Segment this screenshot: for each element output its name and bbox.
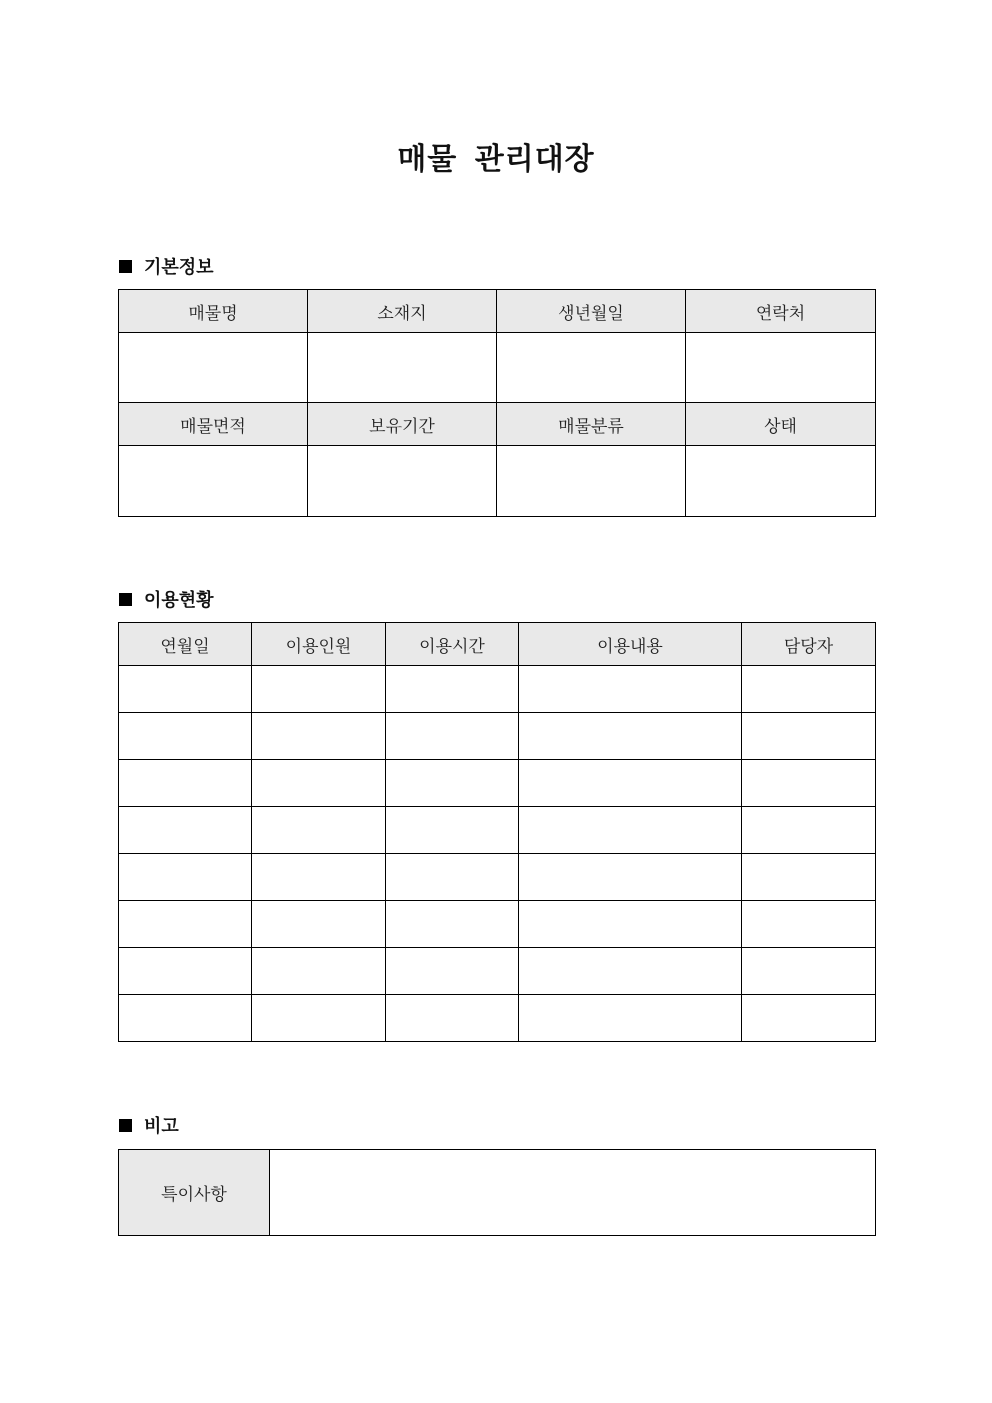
usage-table-body [119,666,876,1042]
table-cell[interactable] [119,760,252,807]
table-cell[interactable] [742,854,876,901]
usage-table [118,622,876,1042]
basic-info-table [118,289,876,517]
table-cell[interactable] [252,807,386,854]
input-cell-holding-period[interactable] [308,446,497,517]
remarks-row [119,1150,876,1236]
table-cell[interactable] [386,995,519,1042]
section-heading-basic-label: 기본정보 [144,257,214,278]
table-cell[interactable] [519,995,742,1042]
table-cell[interactable] [252,948,386,995]
table-cell[interactable] [252,995,386,1042]
table-cell[interactable] [252,760,386,807]
table-row [119,948,876,995]
basic-header-row-1 [119,290,876,333]
table-row [119,713,876,760]
table-cell[interactable] [519,666,742,713]
table-cell[interactable] [519,713,742,760]
table-cell[interactable] [386,713,519,760]
table-row [119,760,876,807]
table-cell[interactable] [742,713,876,760]
table-cell[interactable] [252,713,386,760]
table-cell[interactable] [519,807,742,854]
table-cell[interactable] [119,948,252,995]
input-cell-area[interactable] [119,446,308,517]
header-cell-contact: 연락처 [686,290,876,333]
table-row [119,901,876,948]
table-cell[interactable] [119,713,252,760]
usage-header-row [119,623,876,666]
header-cell-category: 매물분류 [497,403,686,446]
header-cell-special-notes: 특이사항 [119,1150,270,1236]
header-cell-usage-time: 이용시간 [386,623,519,666]
table-row [119,854,876,901]
header-cell-status: 상태 [686,403,876,446]
square-bullet-icon [119,1119,132,1132]
table-row [119,995,876,1042]
input-cell-contact[interactable] [686,333,876,403]
square-bullet-icon [119,260,132,273]
table-cell[interactable] [386,807,519,854]
section-heading-remarks [119,1112,179,1138]
table-cell[interactable] [386,948,519,995]
header-cell-area: 매물면적 [119,403,308,446]
section-heading-usage [119,586,214,612]
input-cell-property-name[interactable] [119,333,308,403]
page-title: 매물 관리대장 [397,142,595,177]
header-cell-location: 소재지 [308,290,497,333]
basic-input-row-1 [119,333,876,403]
table-cell[interactable] [119,807,252,854]
header-cell-manager: 담당자 [742,623,876,666]
remarks-table [118,1149,876,1236]
table-cell[interactable] [742,760,876,807]
section-heading-usage-label: 이용현황 [144,590,214,611]
table-cell[interactable] [742,995,876,1042]
header-cell-birthdate: 생년월일 [497,290,686,333]
input-cell-special-notes[interactable] [270,1150,876,1236]
basic-header-row-2 [119,403,876,446]
header-cell-property-name: 매물명 [119,290,308,333]
table-cell[interactable] [519,901,742,948]
header-cell-usage-details: 이용내용 [519,623,742,666]
table-cell[interactable] [742,807,876,854]
table-cell[interactable] [742,666,876,713]
table-cell[interactable] [119,901,252,948]
section-heading-remarks-label: 비고 [144,1116,179,1137]
header-cell-date: 연월일 [119,623,252,666]
table-cell[interactable] [386,760,519,807]
section-heading-basic [119,253,214,279]
input-cell-status[interactable] [686,446,876,517]
table-cell[interactable] [386,901,519,948]
table-row [119,807,876,854]
table-cell[interactable] [519,760,742,807]
square-bullet-icon [119,593,132,606]
input-cell-category[interactable] [497,446,686,517]
header-cell-holding-period: 보유기간 [308,403,497,446]
table-cell[interactable] [252,901,386,948]
table-cell[interactable] [742,948,876,995]
table-cell[interactable] [386,666,519,713]
header-cell-users: 이용인원 [252,623,386,666]
table-cell[interactable] [252,854,386,901]
table-cell[interactable] [519,854,742,901]
table-row [119,666,876,713]
input-cell-location[interactable] [308,333,497,403]
table-cell[interactable] [386,854,519,901]
table-cell[interactable] [519,948,742,995]
input-cell-birthdate[interactable] [497,333,686,403]
basic-input-row-2 [119,446,876,517]
table-cell[interactable] [119,666,252,713]
table-cell[interactable] [119,995,252,1042]
table-cell[interactable] [742,901,876,948]
table-cell[interactable] [252,666,386,713]
table-cell[interactable] [119,854,252,901]
